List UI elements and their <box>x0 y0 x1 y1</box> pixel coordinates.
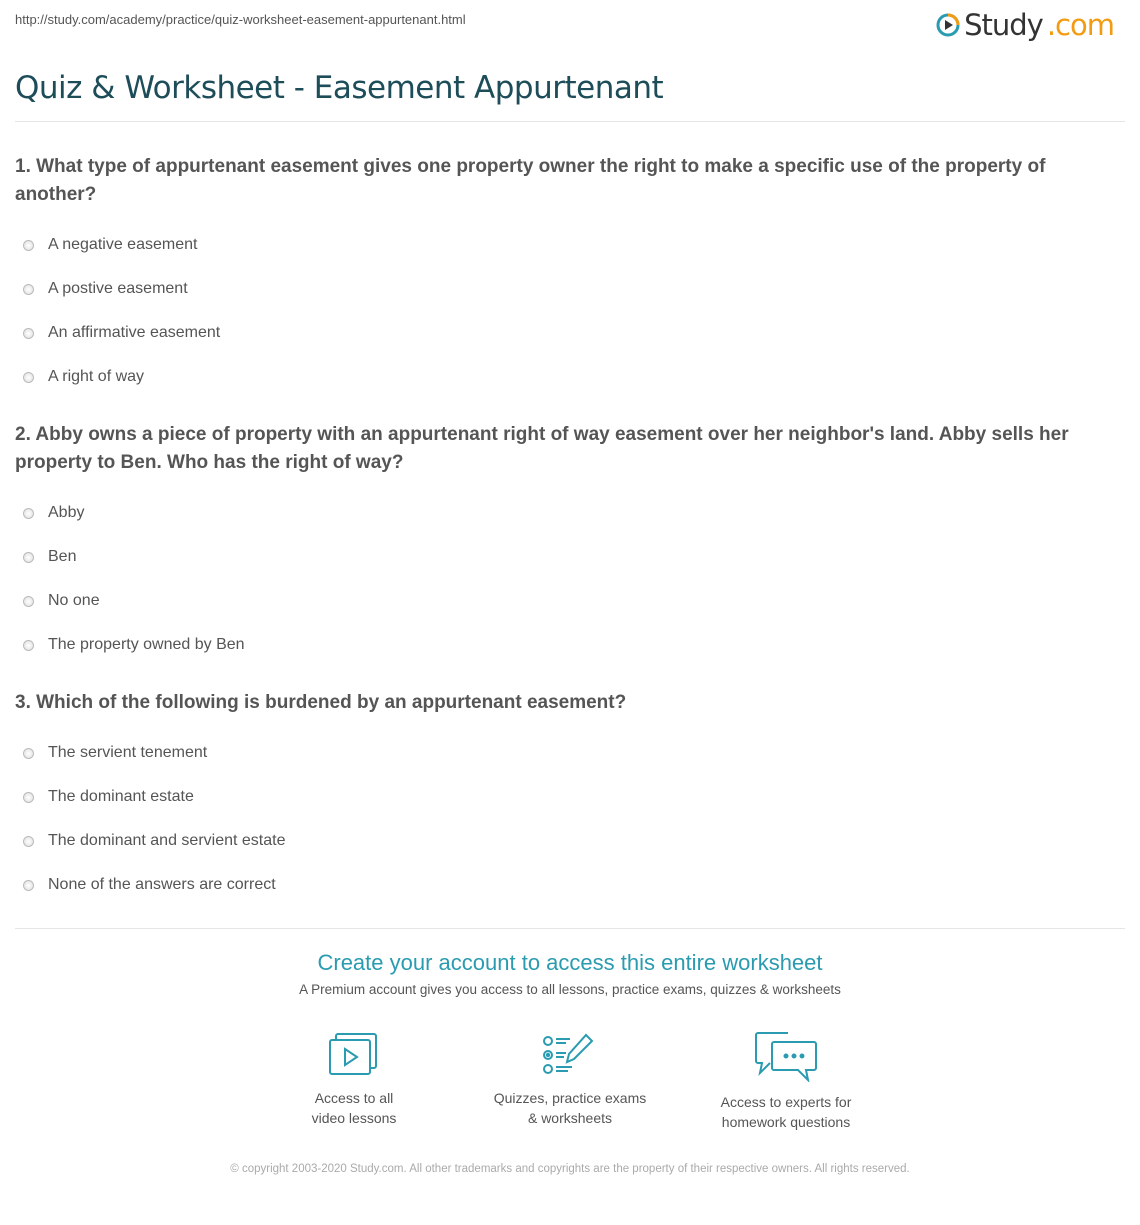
question-text: 2. Abby owns a piece of property with an appurtenant right of way easement over her neighbor's land. Abby sells her property to Ben. Who has the right of way? <box>15 424 1069 473</box>
divider <box>15 928 1125 929</box>
answer-option[interactable] <box>15 623 1125 667</box>
answer-option[interactable] <box>15 355 1125 399</box>
radio-button[interactable] <box>23 284 34 295</box>
option-label: No one <box>48 592 100 609</box>
option-label: A right of way <box>48 368 145 385</box>
option-label: The servient tenement <box>48 744 208 761</box>
radio-button[interactable] <box>23 596 34 607</box>
cta-heading[interactable]: Create your account to access this entire worksheet <box>317 950 823 975</box>
option-label: An affirmative easement <box>48 324 221 341</box>
feature-video-lessons <box>246 1032 462 1132</box>
feature-label: video lessons <box>311 1110 397 1126</box>
radio-button[interactable] <box>23 508 34 519</box>
answer-option[interactable] <box>15 775 1125 819</box>
option-label: Abby <box>48 504 85 521</box>
cta-subheading: A Premium account gives you access to all lessons, practice exams, quizzes & worksheets <box>299 982 841 997</box>
radio-button[interactable] <box>23 640 34 651</box>
option-label: The dominant estate <box>48 788 194 805</box>
feature-list <box>0 1032 1140 1132</box>
radio-button[interactable] <box>23 240 34 251</box>
copyright: © copyright 2003-2020 Study.com. All other trademarks and copyrights are the property of their respective owners. All rights reserved. <box>230 1163 910 1175</box>
answer-option[interactable] <box>15 491 1125 535</box>
radio-button[interactable] <box>23 748 34 759</box>
option-label: The dominant and servient estate <box>48 832 286 849</box>
signup-cta <box>0 950 1140 997</box>
play-logo-icon <box>936 13 960 37</box>
question-2 <box>15 421 1125 667</box>
chat-bubbles-icon <box>754 1032 818 1082</box>
option-label: None of the answers are correct <box>48 876 276 893</box>
logo-tld: .com <box>1046 8 1114 42</box>
answer-option[interactable] <box>15 579 1125 623</box>
option-label: A negative easement <box>48 236 198 253</box>
radio-button[interactable] <box>23 880 34 891</box>
answer-option[interactable] <box>15 863 1125 907</box>
option-label: Ben <box>48 548 77 565</box>
answer-option[interactable] <box>15 731 1125 775</box>
divider <box>15 121 1125 122</box>
feature-label: & worksheets <box>527 1110 613 1126</box>
feature-label: Access to experts for <box>720 1094 852 1110</box>
answer-option[interactable] <box>15 223 1125 267</box>
radio-button[interactable] <box>23 836 34 847</box>
radio-button[interactable] <box>23 372 34 383</box>
video-lessons-icon <box>328 1032 380 1078</box>
option-label: A postive easement <box>48 280 188 297</box>
feature-label: Access to all <box>314 1090 394 1106</box>
radio-button[interactable] <box>23 552 34 563</box>
feature-label: homework questions <box>721 1114 851 1130</box>
page-title: Quiz & Worksheet - Easement Appurtenant <box>15 70 664 106</box>
answer-option[interactable] <box>15 311 1125 355</box>
answer-option[interactable] <box>15 267 1125 311</box>
question-3 <box>15 689 1125 907</box>
radio-button[interactable] <box>23 328 34 339</box>
page-url: http://study.com/academy/practice/quiz-worksheet-easement-appurtenant.html <box>15 12 466 27</box>
answer-option[interactable] <box>15 819 1125 863</box>
question-text: 1. What type of appurtenant easement gives one property owner the right to make a specific use of the property of another? <box>15 156 1046 205</box>
answer-option[interactable] <box>15 535 1125 579</box>
radio-button[interactable] <box>23 792 34 803</box>
feature-quizzes <box>462 1032 678 1132</box>
logo-name: Study <box>964 8 1043 42</box>
feature-experts <box>678 1032 894 1132</box>
study-logo[interactable] <box>936 8 1114 42</box>
question-text: 3. Which of the following is burdened by an appurtenant easement? <box>15 692 627 713</box>
option-label: The property owned by Ben <box>48 636 245 653</box>
feature-label: Quizzes, practice exams <box>493 1090 647 1106</box>
question-1 <box>15 153 1125 399</box>
quiz-checklist-icon <box>542 1032 598 1078</box>
